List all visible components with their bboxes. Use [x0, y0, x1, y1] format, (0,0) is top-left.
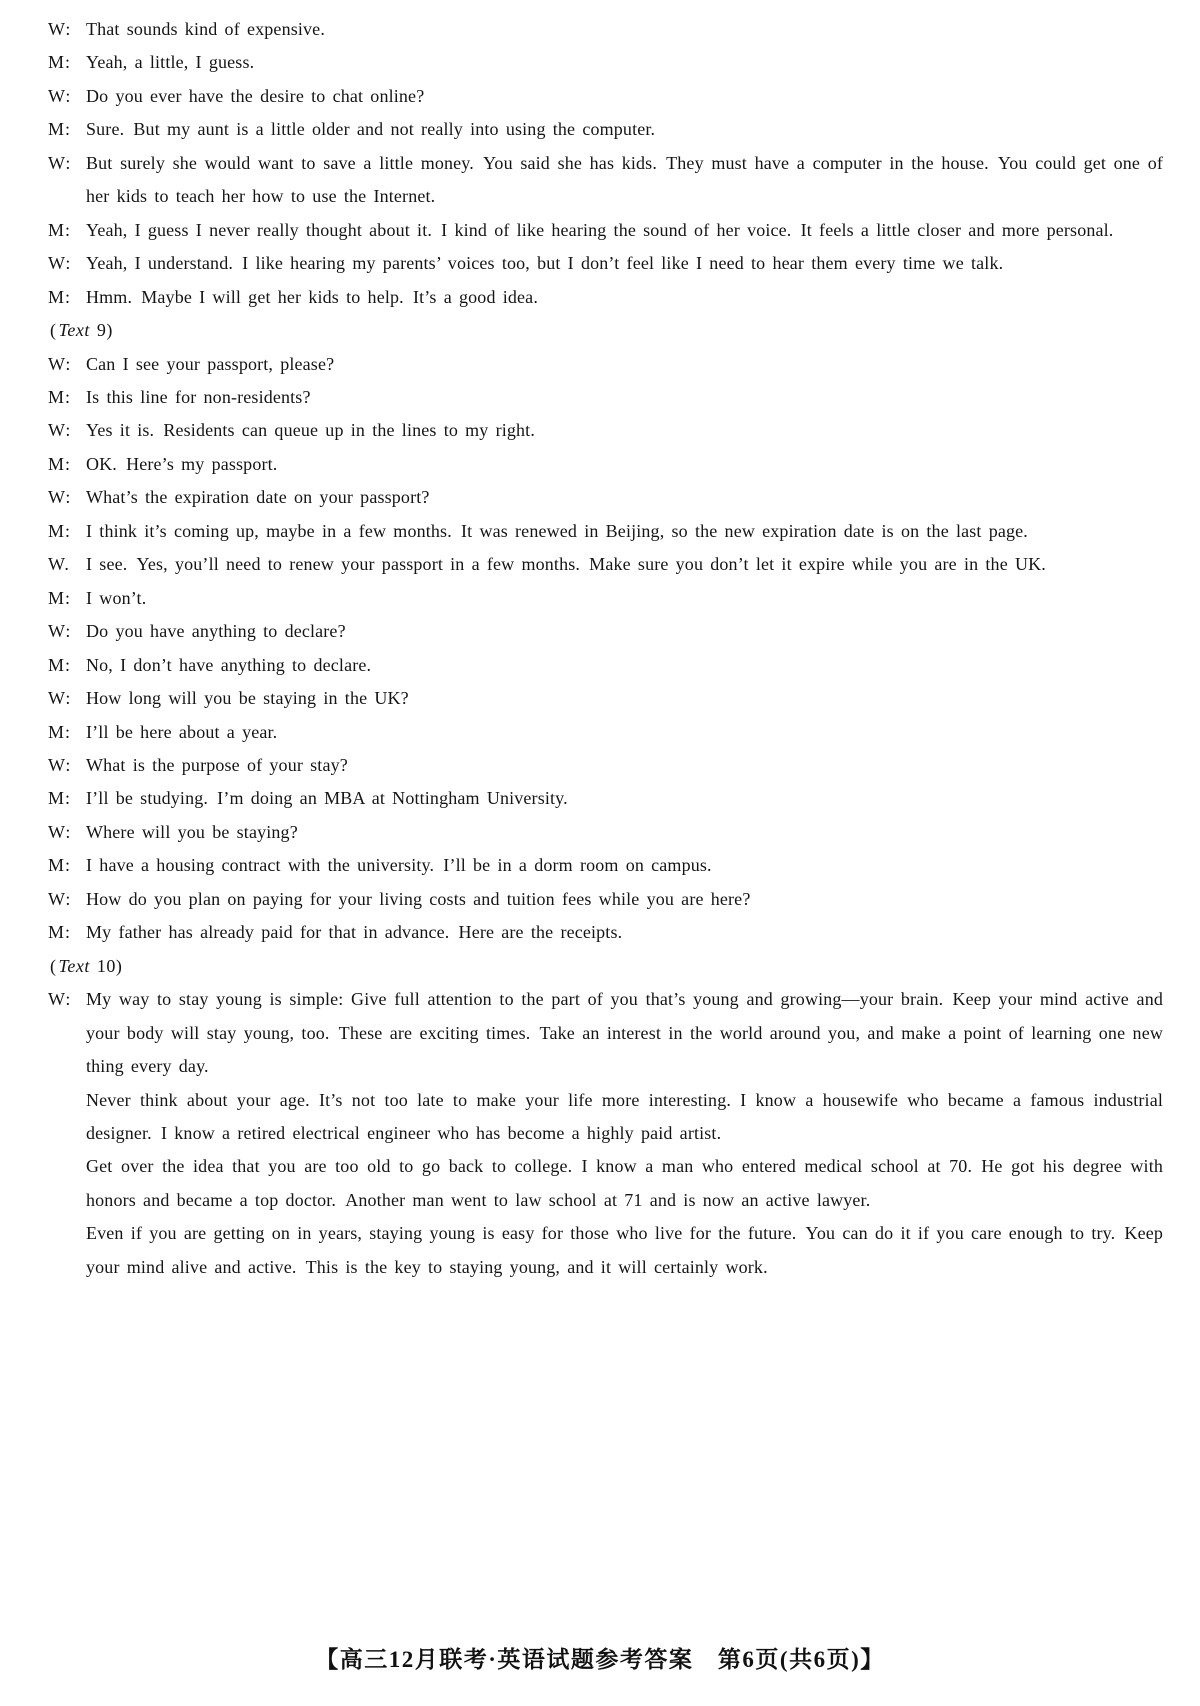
dialogue-line: [48, 582, 1163, 615]
speaker-label: M:: [48, 721, 72, 742]
speaker-label: W.: [48, 554, 70, 575]
utterance-text: Do you ever have the desire to chat online?: [86, 85, 425, 106]
dialogue-line: [48, 13, 1163, 46]
speaker-label: W:: [48, 989, 72, 1010]
speaker-label: M:: [48, 52, 72, 73]
utterance-text: I have a housing contract with the university. I’ll be in a dorm room on campus.: [86, 855, 712, 876]
dialogue-line: [48, 782, 1163, 815]
page-footer: 【高三12月联考·英语试题参考答案 第6页(共6页)】: [315, 1647, 885, 1672]
label-word: Text: [58, 320, 90, 341]
utterance-text: I’ll be studying. I’m doing an MBA at Nottingham University.: [86, 788, 568, 809]
speaker-label: W:: [48, 888, 72, 909]
utterance-text: Never think about your age. It’s not too late to make your life more interesting. I know a housewife who became a famous industrial designer. I know a retired electrical engineer who has become a highly paid artist.: [86, 1089, 1163, 1143]
speaker-label: W:: [48, 487, 72, 508]
utterance-text: I won’t.: [86, 587, 147, 608]
dialogue-line: [48, 749, 1163, 782]
dialogue-line: [48, 381, 1163, 414]
dialogue-line: [48, 916, 1163, 949]
utterance-text: Hmm. Maybe I will get her kids to help. It’s a good idea.: [86, 286, 538, 307]
utterance-text: Do you have anything to declare?: [86, 621, 346, 642]
label-word: Text: [58, 955, 90, 976]
dialogue-line: [48, 448, 1163, 481]
utterance-text: Where will you be staying?: [86, 821, 298, 842]
dialogue-line: [48, 46, 1163, 79]
dialogue-line: [48, 515, 1163, 548]
label-open-paren: (: [50, 955, 57, 976]
utterance-text: Sure. But my aunt is a little older and not really into using the computer.: [86, 119, 656, 140]
speaker-label: M:: [48, 119, 72, 140]
speaker-label: W:: [48, 85, 72, 106]
speaker-label: W:: [48, 754, 72, 775]
utterance-text: I think it’s coming up, maybe in a few months. It was renewed in Beijing, so the new expiration date is on the last page.: [86, 520, 1028, 541]
speaker-label: W:: [48, 353, 72, 374]
dialogue-line: [48, 247, 1163, 280]
speaker-label: M:: [48, 219, 72, 240]
speaker-label: M:: [48, 286, 72, 307]
utterance-text: How long will you be staying in the UK?: [86, 688, 409, 709]
speaker-label: W:: [48, 420, 72, 441]
speaker-label: W:: [48, 152, 72, 173]
dialogue-line: [48, 615, 1163, 648]
speaker-label: M:: [48, 386, 72, 407]
dialogue-line: [48, 147, 1163, 214]
utterance-text: Yeah, I understand. I like hearing my parents’ voices too, but I don’t feel like I need to hear them every time we talk.: [86, 253, 1004, 274]
utterance-text: OK. Here’s my passport.: [86, 453, 278, 474]
label-close-paren: 9): [91, 320, 113, 341]
dialogue-line: [48, 548, 1163, 581]
dialogue-line: [48, 80, 1163, 113]
dialogue-line: [48, 816, 1163, 849]
utterance-text: But surely she would want to save a little money. You said she has kids. They must have a computer in the house. You could get one of her kids to teach her how to use the Internet.: [86, 152, 1163, 207]
utterance-text: I’ll be here about a year.: [86, 721, 278, 742]
utterance-text: Get over the idea that you are too old to go back to college. I know a man who entered medical school at 70. He got his degree with honors and became a top doctor. Another man went to law school at 71 and is now an active lawyer.: [86, 1156, 1163, 1210]
utterance-text: Is this line for non-residents?: [86, 386, 311, 407]
utterance-text: Yes it is. Residents can queue up in the lines to my right.: [86, 420, 535, 441]
speaker-label: W:: [48, 621, 72, 642]
utterance-text: Can I see your passport, please?: [86, 353, 335, 374]
utterance-text: What is the purpose of your stay?: [86, 754, 348, 775]
transcript: [48, 13, 1163, 1284]
monologue-paragraph: [48, 1084, 1163, 1151]
speaker-label: W:: [48, 19, 72, 39]
utterance-text: Even if you are getting on in years, staying young is easy for those who live for the future. You can do it if you care enough to try. Keep your mind alive and active. This is the key to staying young, and it will certainly work.: [86, 1223, 1163, 1277]
utterance-text: That sounds kind of expensive.: [86, 19, 325, 39]
monologue-paragraph: [48, 1217, 1163, 1284]
dialogue-line: [48, 481, 1163, 514]
speaker-label: W:: [48, 688, 72, 709]
monologue-paragraph: [48, 1150, 1163, 1217]
dialogue-line: [48, 849, 1163, 882]
speaker-label: W:: [48, 253, 72, 274]
dialogue-line: [48, 281, 1163, 314]
dialogue-line: [48, 883, 1163, 916]
text-section-label: [48, 950, 1163, 983]
dialogue-line: [48, 113, 1163, 146]
dialogue-line: [48, 214, 1163, 247]
speaker-label: M:: [48, 788, 72, 809]
utterance-text: I see. Yes, you’ll need to renew your passport in a few months. Make sure you don’t let it expire while you are in the UK.: [86, 554, 1046, 575]
label-open-paren: (: [50, 320, 57, 341]
utterance-text: Yeah, I guess I never really thought about it. I kind of like hearing the sound of her voice. It feels a little closer and more personal.: [86, 219, 1114, 240]
utterance-text: Yeah, a little, I guess.: [86, 52, 255, 73]
speaker-label: M:: [48, 855, 72, 876]
utterance-text: No, I don’t have anything to declare.: [86, 654, 372, 675]
speaker-label: M:: [48, 453, 72, 474]
dialogue-line: [48, 682, 1163, 715]
speaker-label: M:: [48, 520, 72, 541]
utterance-text: What’s the expiration date on your passport?: [86, 487, 430, 508]
label-close-paren: 10): [91, 955, 123, 976]
utterance-text: How do you plan on paying for your living costs and tuition fees while you are here?: [86, 888, 751, 909]
dialogue-line: [48, 649, 1163, 682]
utterance-text: My father has already paid for that in advance. Here are the receipts.: [86, 922, 623, 943]
text-section-label: [48, 314, 1163, 347]
utterance-text: My way to stay young is simple: Give full attention to the part of you that’s young and growing—your brain. Keep your mind active and your body will stay young, too. These are exciting times. Take an interest in the world around you, and make a point of learning one new thing every day.: [86, 989, 1163, 1077]
dialogue-line: [48, 983, 1163, 1083]
dialogue-line: [48, 348, 1163, 381]
speaker-label: M:: [48, 587, 72, 608]
dialogue-line: [48, 716, 1163, 749]
speaker-label: M:: [48, 654, 72, 675]
speaker-label: M:: [48, 922, 72, 943]
dialogue-line: [48, 414, 1163, 447]
speaker-label: W:: [48, 821, 72, 842]
